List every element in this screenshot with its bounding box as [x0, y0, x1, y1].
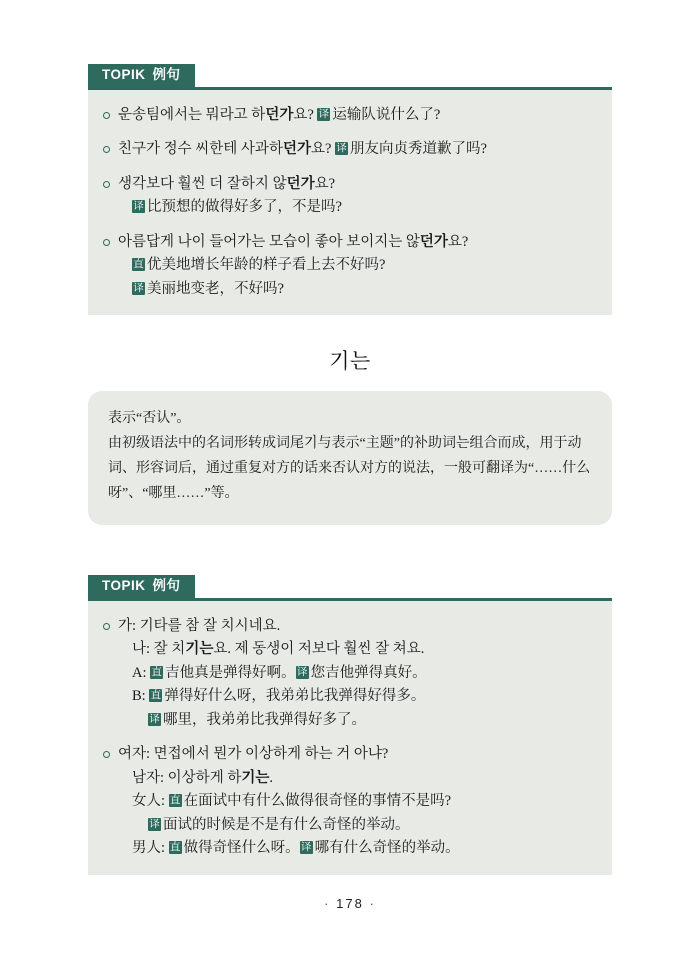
grammar-title: 기는: [329, 350, 371, 374]
example-line: [118, 743, 594, 766]
annotation-tag: 译: [318, 107, 330, 120]
text-run: 弹得好什么呀，我弟弟比我弹得好得多。: [164, 688, 426, 705]
text-run: 优美地增长年龄的样子看上去不好吗?: [147, 257, 386, 274]
example-list-2: [102, 615, 594, 861]
topik-tab-label-left-2: TOPIK: [102, 577, 146, 593]
text-run: 美丽地变老，不好吗?: [147, 280, 284, 297]
text-run: B:: [132, 688, 150, 705]
text-run: 남자: 이상하게 하: [132, 769, 242, 786]
highlighted-ending: 기는: [185, 641, 214, 658]
text-run: 나: 잘 치: [132, 641, 186, 658]
grammar-explanation-box: [88, 391, 612, 525]
example-item: [102, 104, 594, 127]
annotation-tag: 直: [169, 841, 181, 854]
annotation-tag: 译: [296, 665, 308, 678]
page-number: 178: [336, 896, 364, 911]
example-line: [118, 790, 594, 813]
mid-spacer: [0, 525, 700, 575]
text-run: 哪里，我弟弟比我弹得好多了。: [163, 711, 366, 728]
text-run: 운송팀에서는 뭐라고 하: [118, 106, 266, 123]
example-item: [102, 615, 594, 732]
example-line: [118, 254, 594, 277]
example-list-1: [102, 104, 594, 301]
topik-tab-2: [88, 575, 195, 599]
text-run: 생각보다 훨씬 더 잘하지 않: [118, 175, 287, 192]
topik-example-block-2: [88, 575, 612, 875]
example-line: [118, 231, 594, 254]
text-run: 面试的时候是不是有什么奇怪的举动。: [163, 816, 410, 833]
topik-example-block-1: [88, 64, 612, 315]
text-run: .: [269, 769, 273, 786]
example-line: [118, 104, 594, 127]
annotation-tag: 译: [133, 200, 144, 213]
top-spacer: [0, 0, 700, 64]
example-line: [118, 196, 594, 219]
text-run: 哪有什么奇怪的举动。: [314, 840, 460, 857]
explanation-line-1: 表示“否认”。: [108, 411, 191, 427]
example-line: [118, 767, 594, 790]
annotation-tag: 译: [149, 817, 160, 830]
annotation-tag: 译: [133, 281, 144, 294]
text-run: 요?: [314, 175, 336, 192]
text-run: 요?: [310, 141, 336, 158]
example-line: [118, 278, 594, 301]
text-run: 가: 기타를 참 잘 치시네요.: [118, 617, 281, 634]
text-run: 运输队说什么了?: [332, 106, 441, 123]
topik-tab-label-right-2: 例句: [152, 577, 181, 593]
topik-body-2: [88, 598, 612, 875]
text-run: 아름답게 나이 들어가는 모습이 좋아 보이지는 않: [118, 233, 420, 250]
highlighted-ending: 던가: [419, 233, 448, 250]
bullet-icon: [103, 181, 110, 188]
annotation-tag: 译: [300, 841, 312, 854]
example-item: [102, 173, 594, 220]
bullet-icon: [103, 112, 110, 119]
example-line: [118, 709, 594, 732]
highlighted-ending: 던가: [265, 106, 294, 123]
annotation-tag: 直: [133, 258, 144, 271]
text-run: A:: [132, 664, 151, 681]
example-item: [102, 231, 594, 301]
text-run: 요. 제 동생이 저보다 훨씬 잘 쳐요.: [213, 641, 425, 658]
bullet-icon: [103, 751, 110, 758]
text-run: 在面试中有什么做得很奇怪的事情不是吗?: [183, 793, 452, 810]
text-run: 做得奇怪什么呀。: [183, 840, 300, 857]
text-run: 您吉他弹得真好。: [310, 664, 427, 681]
bullet-icon: [103, 623, 110, 630]
text-run: 여자: 면접에서 뭔가 이상하게 하는 거 아냐?: [118, 746, 389, 763]
explanation-line-2: 由初级语法中的名词形转成词尾기与表示“主题”的补助词는组合而成，用于动词、形容词后，通过重复对方的话来否认对方的说法，一般可翻译为“……什么呀”、“哪里……”等。: [108, 436, 591, 501]
topik-tab-1: [88, 64, 195, 88]
folio-dot-left: ·: [324, 896, 331, 911]
text-run: 比预想的做得好多了，不是吗?: [147, 199, 342, 216]
text-run: 吉他真是弹得好啊。: [165, 664, 296, 681]
text-run: 朋友向贞秀道歉了吗?: [350, 141, 487, 158]
text-run: 요?: [447, 233, 469, 250]
example-line: [118, 173, 594, 196]
example-line: [118, 138, 594, 161]
annotation-tag: 直: [169, 794, 181, 807]
example-line: [118, 615, 594, 638]
example-line: [118, 814, 594, 837]
page-bottom-edge: [0, 953, 700, 959]
text-run: 요?: [293, 106, 318, 123]
highlighted-ending: 던가: [282, 141, 311, 158]
example-line: [118, 638, 594, 661]
bullet-icon: [103, 146, 110, 153]
highlighted-ending: 던가: [286, 175, 315, 192]
annotation-tag: 译: [149, 712, 160, 725]
annotation-tag: 译: [336, 142, 347, 155]
topik-tab-label-left: TOPIK: [102, 67, 146, 82]
highlighted-ending: 기는: [241, 769, 270, 786]
text-run: 男人:: [132, 840, 169, 857]
example-line: [118, 685, 594, 708]
example-item: [102, 743, 594, 860]
folio-dot-right: ·: [369, 896, 376, 911]
bullet-icon: [103, 239, 110, 246]
example-line: [118, 837, 594, 860]
text-run: 女人:: [132, 793, 169, 810]
example-item: [102, 138, 594, 161]
annotation-tag: 直: [151, 665, 162, 678]
text-run: 친구가 정수 씨한테 사과하: [118, 141, 283, 158]
page-folio: [0, 896, 700, 911]
example-line: [118, 662, 594, 685]
topik-tab-label-right: 例句: [152, 67, 181, 82]
annotation-tag: 直: [150, 689, 162, 702]
topik-body-1: [88, 87, 612, 315]
